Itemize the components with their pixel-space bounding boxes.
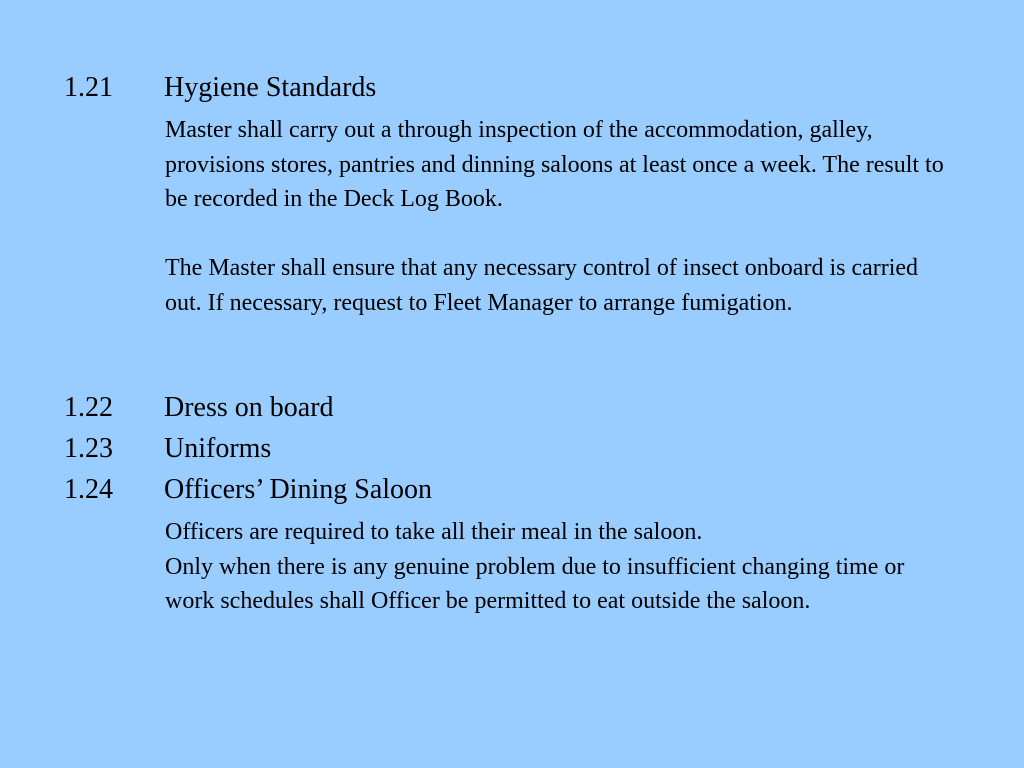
section-number: 1.22 <box>64 392 113 423</box>
body-paragraph: Officers are required to take all their meal in the saloon. <box>165 519 703 545</box>
section-title: Uniforms <box>164 433 272 464</box>
section-heading-1-22 <box>64 392 334 424</box>
section-title: Dress on board <box>164 392 334 423</box>
section-number: 1.24 <box>64 474 113 505</box>
section-number: 1.21 <box>64 72 113 103</box>
section-heading-1-23 <box>64 433 271 465</box>
section-heading-1-24 <box>64 474 432 506</box>
section-body-1-21-paragraph-2 <box>165 251 960 320</box>
section-title: Hygiene Standards <box>164 72 377 103</box>
section-number: 1.23 <box>64 433 113 464</box>
body-paragraph: The Master shall ensure that any necessary control of insect onboard is carried out. If necessary, request to Fleet Manager to arrange fumigation. <box>165 255 919 316</box>
section-body-1-21-paragraph-1 <box>165 113 955 217</box>
body-paragraph: Master shall carry out a through inspection of the accommodation, galley, provisions stores, pantries and dinning saloons at least once a week. The result to be recorded in the Deck Log Book. <box>165 117 944 212</box>
section-title: Officers’ Dining Saloon <box>164 474 433 505</box>
body-paragraph: Only when there is any genuine problem due to insufficient changing time or work schedules shall Officer be permitted to eat outside the saloon. <box>165 553 905 614</box>
section-body-1-24 <box>165 515 925 619</box>
section-heading-1-21 <box>64 72 376 104</box>
